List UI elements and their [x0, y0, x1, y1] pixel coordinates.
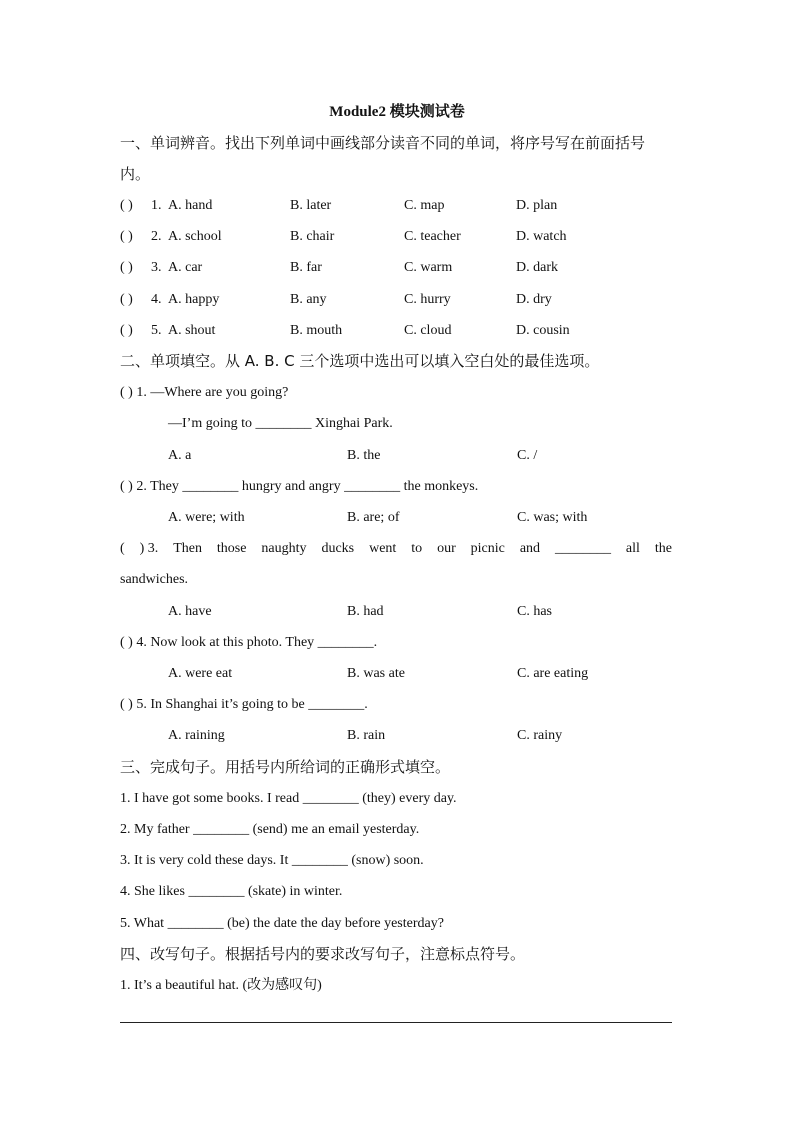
answer-bracket[interactable]: ( ): [120, 323, 133, 338]
stem-word: (: [120, 541, 125, 556]
answer-bracket[interactable]: ( ): [120, 198, 133, 213]
stem-word: to: [411, 541, 423, 556]
option-b: B. far: [290, 260, 322, 275]
question-number: 5.: [151, 323, 162, 338]
stem-word: ________: [554, 541, 611, 556]
option-c: C. hurry: [404, 292, 451, 307]
rewrite-item: 1. It’s a beautiful hat. (改为感叹句): [120, 978, 322, 993]
option-b: B. had: [347, 604, 384, 619]
stem-word: ducks: [321, 541, 355, 556]
sentence-item: 4. She likes ________ (skate) in winter.: [120, 884, 343, 899]
sentence-item: 2. My father ________ (send) me an email yesterday.: [120, 822, 420, 837]
answer-bracket[interactable]: ( ): [120, 260, 133, 275]
question-stem: ( ) 2. They ________ hungry and angry ________ the monkeys.: [120, 479, 479, 494]
option-d: D. cousin: [516, 323, 570, 338]
option-a: A. car: [168, 260, 203, 275]
stem-word: all: [625, 541, 640, 556]
sentence-item: 5. What ________ (be) the date the day before yesterday?: [120, 916, 444, 931]
question-stem-justified: [120, 538, 672, 560]
option-b: B. was ate: [347, 666, 405, 681]
option-b: B. mouth: [290, 323, 343, 338]
option-a: A. hand: [168, 198, 213, 213]
answer-bracket[interactable]: ( ): [120, 229, 133, 244]
option-c: C. are eating: [517, 666, 589, 681]
question-line: sandwiches.: [120, 572, 189, 587]
question-number: 3.: [151, 260, 162, 275]
option-c: C. was; with: [517, 510, 588, 525]
stem-word: Then: [173, 541, 202, 556]
section1-heading: [120, 128, 680, 190]
option-c: C. map: [404, 198, 445, 213]
option-a: A. a: [168, 448, 192, 463]
sentence-item: 1. I have got some books. I read ________ (they) every day.: [120, 791, 457, 806]
question-number: 1.: [151, 198, 162, 213]
page-title: Module2 模块测试卷: [329, 104, 465, 120]
option-c: C. warm: [404, 260, 453, 275]
option-c: C. has: [517, 604, 552, 619]
option-a: A. were eat: [168, 666, 233, 681]
option-a: A. have: [168, 604, 212, 619]
option-c: C. cloud: [404, 323, 452, 338]
option-d: D. plan: [516, 198, 558, 213]
question-number: 4.: [151, 292, 162, 307]
option-a: A. school: [168, 229, 222, 244]
question-stem: ( ) 1. —Where are you going?: [120, 385, 289, 400]
option-a: A. shout: [168, 323, 216, 338]
stem-word: ) 3.: [139, 541, 159, 556]
section4-heading: 四、改写句子。根据括号内的要求改写句子，注意标点符号。: [120, 945, 526, 963]
stem-word: those: [216, 541, 247, 556]
section3-heading: 三、完成句子。用括号内所给词的正确形式填空。: [120, 758, 451, 776]
section2-heading: 二、单项填空。从 A. B. C 三个选项中选出可以填入空白处的最佳选项。: [120, 352, 600, 370]
option-b: B. the: [347, 448, 381, 463]
stem-word: and: [519, 541, 541, 556]
option-d: D. dry: [516, 292, 552, 307]
section1-heading-line2: 内。: [120, 165, 151, 183]
answer-bracket[interactable]: ( ): [120, 292, 133, 307]
section1-heading-line1: 一、单词辨音。找出下列单词中画线部分读音不同的单词，将序号写在前面括号: [120, 134, 646, 152]
option-d: D. watch: [516, 229, 567, 244]
stem-word: went: [369, 541, 397, 556]
stem-word: our: [437, 541, 456, 556]
question-stem: ( ) 5. In Shanghai it’s going to be ________.: [120, 697, 368, 712]
option-c: C. /: [517, 448, 538, 463]
option-b: B. chair: [290, 229, 335, 244]
answer-line[interactable]: [120, 1022, 672, 1023]
question-number: 2.: [151, 229, 162, 244]
option-b: B. rain: [347, 728, 386, 743]
question-stem: ( ) 4. Now look at this photo. They ________.: [120, 635, 378, 650]
stem-word: picnic: [470, 541, 505, 556]
question-line: —I’m going to ________ Xinghai Park.: [168, 416, 393, 431]
option-b: B. any: [290, 292, 327, 307]
option-c: C. rainy: [517, 728, 563, 743]
option-a: A. were; with: [168, 510, 245, 525]
stem-word: the: [654, 541, 672, 556]
stem-word: naughty: [261, 541, 307, 556]
option-b: B. are; of: [347, 510, 400, 525]
sentence-item: 3. It is very cold these days. It ________ (snow) soon.: [120, 853, 424, 868]
option-a: A. raining: [168, 728, 225, 743]
option-c: C. teacher: [404, 229, 461, 244]
option-a: A. happy: [168, 292, 220, 307]
option-b: B. later: [290, 198, 332, 213]
option-d: D. dark: [516, 260, 558, 275]
